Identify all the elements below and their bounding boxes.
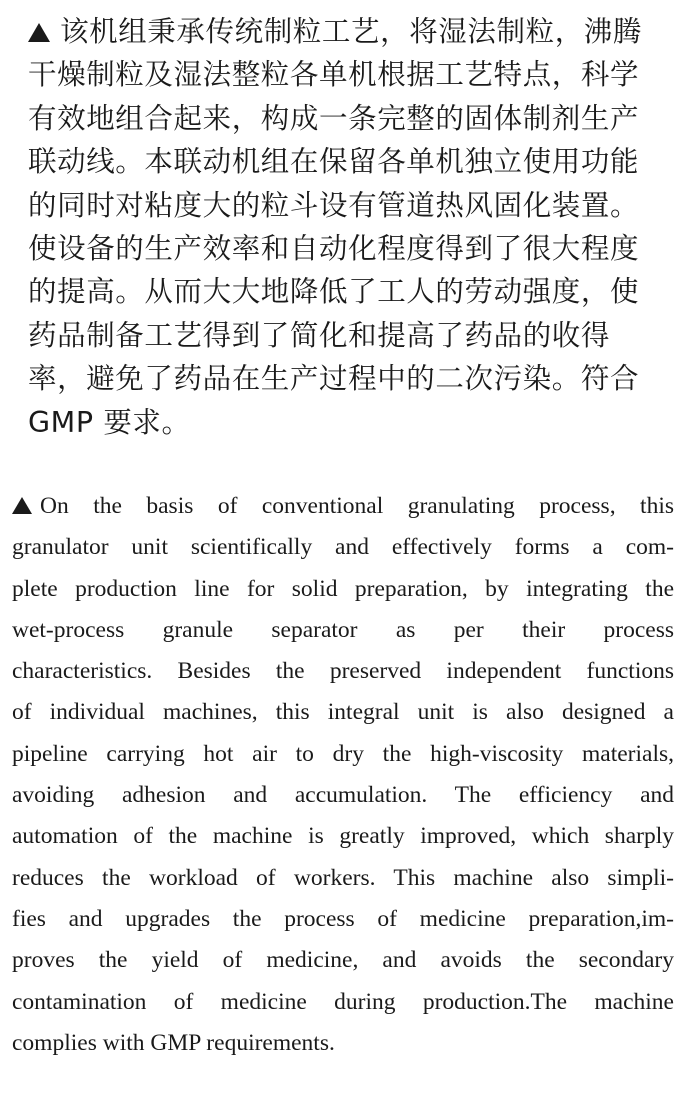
en-line: granulator unit scientifically and effectively forms a com- [12, 534, 674, 561]
cn-line: 使设备的生产效率和自动化程度得到了很大程度 [28, 231, 640, 265]
cn-line: 干燥制粒及湿法整粒各单机根据工艺特点，科学 [28, 58, 640, 92]
en-line-text: On the basis of conventional granulating process, this [40, 493, 674, 519]
en-line: proves the yield of medicine, and avoids the secondary [12, 947, 674, 974]
en-line [12, 486, 674, 527]
cn-line: GMP 要求。 [28, 405, 191, 439]
cn-line-text: 该机组秉承传统制粒工艺，将湿法制粒，沸腾 [60, 15, 643, 48]
en-line: fies and upgrades the process of medicine preparation,im- [12, 905, 674, 932]
en-line: avoiding adhesion and accumulation. The efficiency and [12, 782, 674, 809]
en-line: plete production line for solid preparation, by integrating the [12, 575, 674, 602]
cn-line: 的提高。从而大大地降低了工人的劳动强度，使 [28, 275, 640, 309]
cn-line: 的同时对粘度大的粒斗设有管道热风固化装置。 [28, 188, 640, 222]
cn-line: 联动线。本联动机组在保留各单机独立使用功能 [28, 145, 640, 179]
en-line: wet-process granule separator as per their process [12, 616, 674, 643]
chinese-paragraph [28, 10, 674, 444]
en-line: complies with GMP requirements. [12, 1029, 335, 1056]
en-line: automation of the machine is greatly improved, which sharply [12, 823, 674, 850]
en-line: reduces the workload of workers. This machine also simpli- [12, 864, 674, 891]
cn-line: 率，避免了药品在生产过程中的二次污染。符合 [28, 362, 640, 396]
en-line: pipeline carrying hot air to dry the high-viscosity materials, [12, 740, 674, 767]
english-paragraph [12, 486, 674, 1064]
en-line: contamination of medicine during production.The machine [12, 988, 674, 1015]
en-line: of individual machines, this integral unit is also designed a [12, 699, 674, 726]
cn-line: 有效地组合起来，构成一条完整的固体制剂生产 [28, 101, 640, 135]
triangle-icon [28, 23, 50, 42]
triangle-icon [12, 497, 32, 514]
cn-line: 药品制备工艺得到了简化和提高了药品的收得 [28, 318, 611, 352]
en-line: characteristics. Besides the preserved independent functions [12, 658, 674, 685]
cn-line [28, 10, 674, 53]
